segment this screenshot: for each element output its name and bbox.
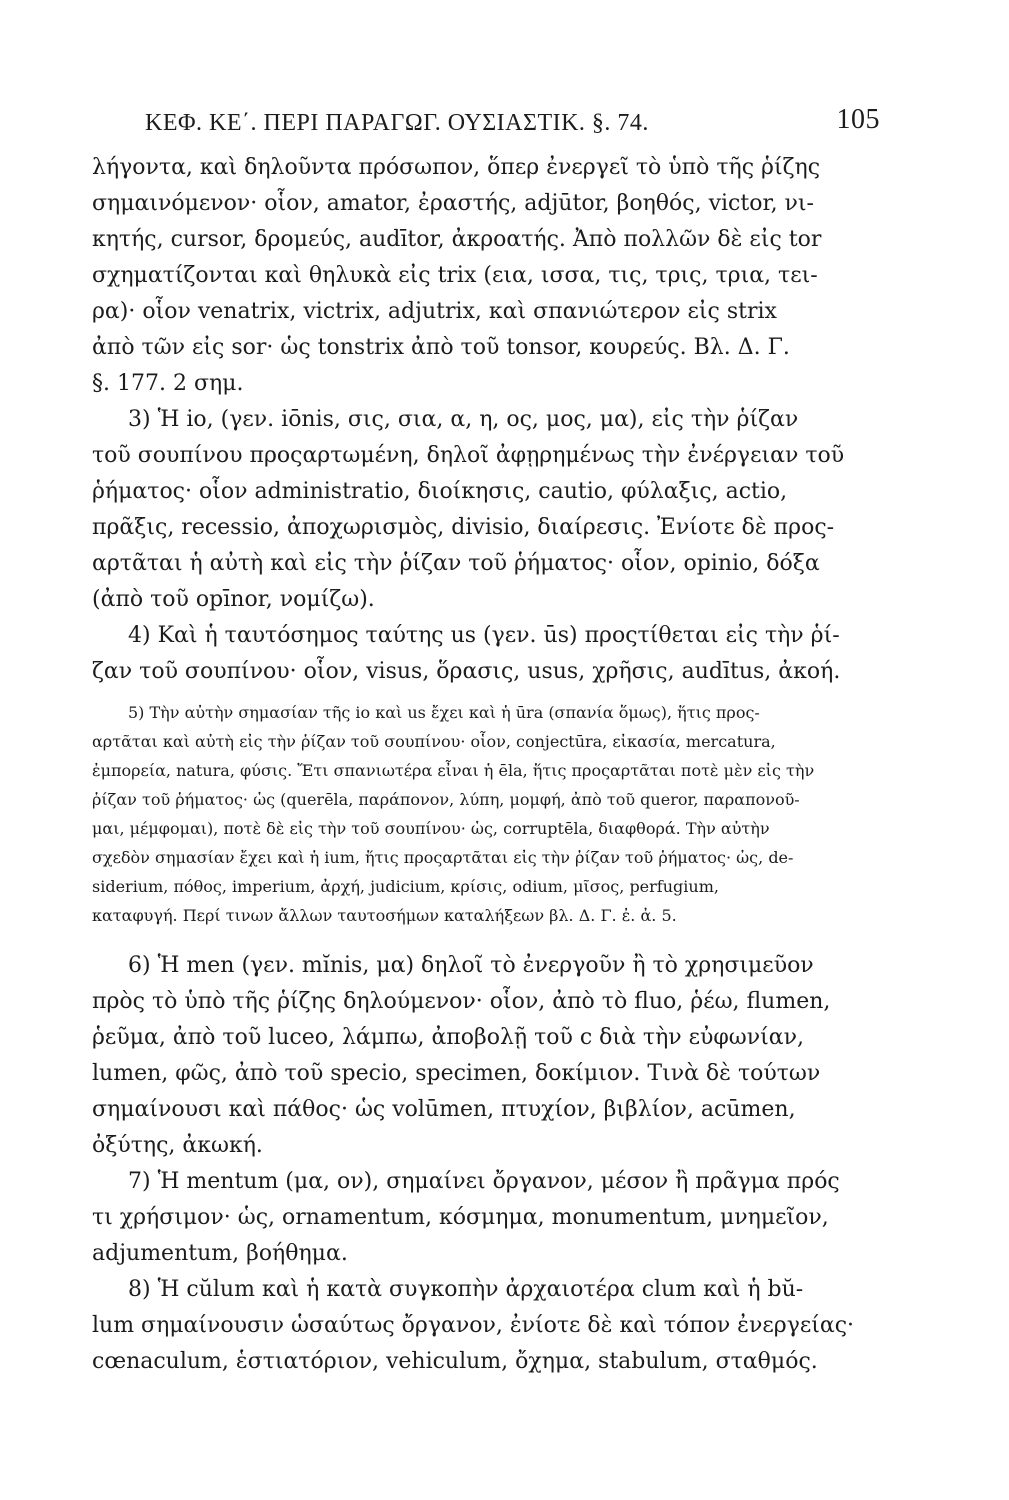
text-line: σχεδὸν σημασίαν ἔχει καὶ ἡ ium, ἥτις προςαρτᾶται εἰς τὴν ῥίζαν τοῦ ῥήματος· ὡς, de-	[92, 848, 794, 867]
text-line: πρᾶξις, recessio, ἀποχωρισμὸς, divisio, διαίρεσις. Ἐνίοτε δὲ προς-	[92, 515, 835, 540]
text-line: 4) Καὶ ἡ ταυτόσημος ταύτης us (γεν. ūs) προςτίθεται εἰς τὴν ῥί-	[128, 623, 840, 648]
main-text	[92, 150, 882, 1380]
text-line: ῥεῦμα, ἀπὸ τοῦ luceo, λάμπω, ἀποβολῇ τοῦ c διὰ τὴν εὐφωνίαν,	[92, 1025, 804, 1050]
text-line: §. 177. 2 σημ.	[92, 371, 244, 396]
text-line: ἀπὸ τῶν εἰς sor· ὡς tonstrix ἀπὸ τοῦ tonsor, κουρεύς. Βλ. Δ. Γ.	[92, 335, 790, 360]
paragraph-3-io	[92, 402, 882, 618]
paragraph-6-men	[92, 948, 882, 1164]
paragraph-5-small-print	[92, 698, 882, 930]
paragraph-4-us	[92, 618, 882, 690]
text-line: adjumentum, βοήθημα.	[92, 1241, 348, 1266]
text-line: siderium, πόθος, imperium, ἀρχή, judicium, κρίσις, odium, μῖσος, perfugium,	[92, 877, 719, 896]
text-line: ἐμπορεία, natura, φύσις. Ἔτι σπανιωτέρα εἶναι ἡ ēla, ἥτις προςαρτᾶται ποτὲ μὲν εἰς τὴν	[92, 761, 815, 780]
text-line: ὀξύτης, ἀκωκή.	[92, 1133, 263, 1158]
text-line: 5) Τὴν αὐτὴν σημασίαν τῆς io καὶ us ἔχει καὶ ἡ ūra (σπανία ὅμως), ἥτις προς-	[128, 703, 760, 722]
text-line: ζαν τοῦ σουπίνου· οἷον, visus, ὅρασις, usus, χρῆσις, audītus, ἀκοή.	[92, 659, 841, 684]
text-line: τι χρήσιμον· ὡς, ornamentum, κόσμημα, monumentum, μνημεῖον,	[92, 1205, 829, 1230]
text-line: σχηματίζονται καὶ θηλυκὰ εἰς trix (εια, ισσα, τις, τρις, τρια, τει-	[92, 263, 818, 288]
text-line: τοῦ σουπίνου προςαρτωμένη, δηλοῖ ἀφῃρημένως τὴν ἐνέργειαν τοῦ	[92, 443, 845, 468]
paragraph-8-culum	[92, 1272, 882, 1380]
text-line: καταφυγή. Περί τινων ἄλλων ταυτοσήμων καταλήξεων βλ. Δ. Γ. ἐ. ἀ. 5.	[92, 906, 677, 925]
text-line: 8) Ἡ cŭlum καὶ ἡ κατὰ συγκοπὴν ἀρχαιοτέρα clum καὶ ἡ bŭ-	[128, 1277, 804, 1302]
text-line: σημαινόμενον· οἷον, amator, ἐραστής, adjūtor, βοηθός, victor, νι-	[92, 191, 814, 216]
text-line: λήγοντα, καὶ δηλοῦντα πρόσωπον, ὅπερ ἐνεργεῖ τὸ ὑπὸ τῆς ῥίζης	[92, 155, 821, 180]
text-line: ῥήματος· οἷον administratio, διοίκησις, cautio, φύλαξις, actio,	[92, 479, 788, 504]
paragraph-7-mentum	[92, 1164, 882, 1272]
text-line: ρα)· οἷον venatrix, victrix, adjutrix, καὶ σπανιώτερον εἰς strix	[92, 299, 777, 324]
text-line: lumen, φῶς, ἀπὸ τοῦ specio, specimen, δοκίμιον. Τινὰ δὲ τούτων	[92, 1061, 821, 1086]
text-line: σημαίνουσι καὶ πάθος· ὡς volūmen, πτυχίον, βιβλίον, acūmen,	[92, 1097, 796, 1122]
text-line: αρτᾶται ἡ αὐτὴ καὶ εἰς τὴν ῥίζαν τοῦ ῥήματος· οἷον, opinio, δόξα	[92, 551, 820, 576]
text-line: 3) Ἡ io, (γεν. iōnis, σις, σια, α, η, ος, μος, μα), εἰς τὴν ῥίζαν	[128, 407, 799, 432]
page-number: 105	[836, 104, 880, 135]
text-line: lum σημαίνουσιν ὡσαύτως ὄργανον, ἐνίοτε δὲ καὶ τόπον ἐνεργείας·	[92, 1313, 855, 1338]
text-line: (ἀπὸ τοῦ opīnor, νομίζω).	[92, 587, 375, 612]
text-line: 6) Ἡ men (γεν. mĭnis, μα) δηλοῖ τὸ ἐνεργοῦν ἢ τὸ χρησιμεῦον	[128, 953, 814, 978]
running-header	[145, 104, 880, 150]
text-line: αρτᾶται καὶ αὐτὴ εἰς τὴν ῥίζαν τοῦ σουπίνου· οἷον, conjectūra, εἰκασία, mercatura,	[92, 732, 776, 751]
running-title: ΚΕΦ. ΚΕ΄. ΠΕΡΙ ΠΑΡΑΓΩΓ. ΟΥΣΙΑΣΤΙΚ. §. 74.	[145, 110, 649, 136]
text-line: μαι, μέμφομαι), ποτὲ δὲ εἰς τὴν τοῦ σουπίνου· ὡς, corruptēla, διαφθορά. Τὴν αὐτὴν	[92, 819, 770, 838]
text-line: ῥίζαν τοῦ ῥήματος· ὡς (querēla, παράπονον, λύπη, μομφή, ἀπὸ τοῦ queror, παραπονοῦ-	[92, 790, 800, 809]
text-line: 7) Ἡ mentum (μα, ον), σημαίνει ὄργανον, μέσον ἢ πρᾶγμα πρός	[128, 1169, 840, 1194]
text-line: πρὸς τὸ ὑπὸ τῆς ῥίζης δηλούμενον· οἷον, ἀπὸ τὸ fluo, ῥέω, flumen,	[92, 989, 831, 1014]
text-line: κητής, cursor, δρομεύς, audītor, ἀκροατής. Ἀπὸ πολλῶν δὲ εἰς tor	[92, 227, 822, 252]
paragraph-continuation	[92, 150, 882, 402]
text-line: cœnaculum, ἑστιατόριον, vehiculum, ὄχημα, stabulum, σταθμός.	[92, 1349, 818, 1374]
